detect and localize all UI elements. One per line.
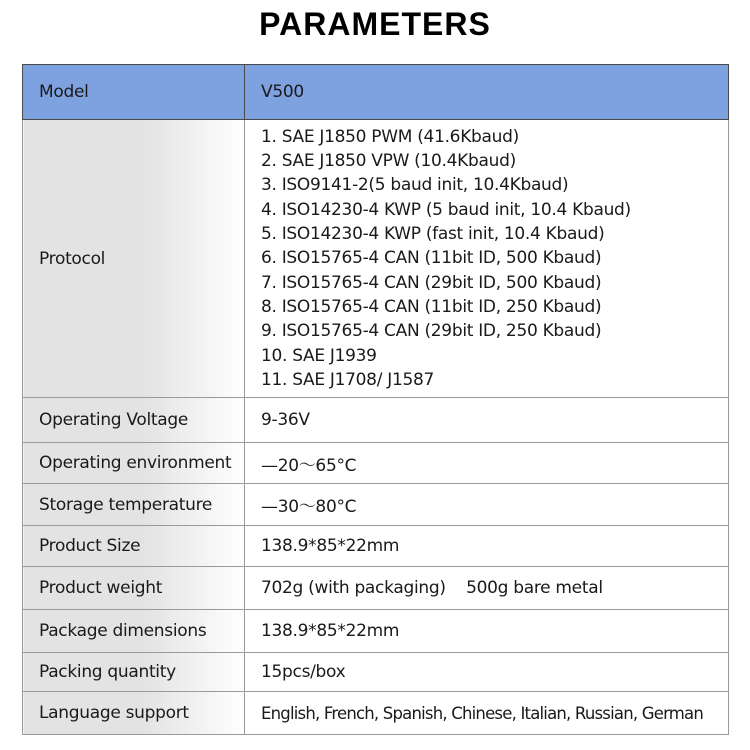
table-row: [23, 567, 729, 610]
protocol-item: 10. SAE J1939: [261, 345, 377, 366]
language-support-label: Language support: [23, 692, 245, 735]
operating-environment-label: Operating environment: [23, 443, 245, 484]
language-support-value: English, French, Spanish, Chinese, Italian, Russian, German: [245, 692, 729, 735]
protocol-value: [245, 120, 729, 398]
table-row: [23, 484, 729, 526]
protocol-item: 6. ISO15765-4 CAN (11bit ID, 500 Kbaud): [261, 248, 602, 269]
protocol-item: 3. ISO9141-2(5 baud init, 10.4Kbaud): [261, 175, 569, 196]
protocol-item: 4. ISO14230-4 KWP (5 baud init, 10.4 Kbaud): [261, 199, 631, 220]
protocol-item: 8. ISO15765-4 CAN (11bit ID, 250 Kbaud): [261, 296, 602, 317]
storage-temperature-label: Storage temperature: [23, 484, 245, 526]
packing-quantity-label: Packing quantity: [23, 653, 245, 692]
table-header-row: [23, 65, 729, 120]
protocol-item: 5. ISO14230-4 KWP (fast init, 10.4 Kbaud): [261, 224, 605, 245]
protocol-list: [261, 125, 728, 392]
table-row: [23, 398, 729, 443]
protocol-item: 11. SAE J1708/ J1587: [261, 369, 435, 390]
package-dimensions-label: Package dimensions: [23, 610, 245, 653]
protocol-row: [23, 120, 729, 398]
package-dimensions-value: 138.9*85*22mm: [245, 610, 729, 653]
protocol-label: Protocol: [23, 120, 245, 398]
table-row: [23, 692, 729, 735]
table-row: [23, 443, 729, 484]
protocol-item: 1. SAE J1850 PWM (41.6Kbaud): [261, 126, 519, 147]
operating-voltage-label: Operating Voltage: [23, 398, 245, 443]
operating-environment-value: —20〜65°C: [245, 443, 729, 484]
operating-voltage-value: 9-36V: [245, 398, 729, 443]
packing-quantity-value: 15pcs/box: [245, 653, 729, 692]
table-row: [23, 610, 729, 653]
storage-temperature-value: —30〜80°C: [245, 484, 729, 526]
model-value: V500: [245, 65, 729, 120]
model-label: Model: [23, 65, 245, 120]
page-title: PARAMETERS: [259, 6, 491, 42]
protocol-item: 9. ISO15765-4 CAN (29bit ID, 250 Kbaud): [261, 321, 602, 342]
table-row: [23, 526, 729, 567]
protocol-item: 7. ISO15765-4 CAN (29bit ID, 500 Kbaud): [261, 272, 602, 293]
product-weight-value: 702g (with packaging) 500g bare metal: [245, 567, 729, 610]
protocol-item: 2. SAE J1850 VPW (10.4Kbaud): [261, 151, 516, 172]
product-size-label: Product Size: [23, 526, 245, 567]
product-size-value: 138.9*85*22mm: [245, 526, 729, 567]
parameters-table: [22, 64, 729, 735]
product-weight-label: Product weight: [23, 567, 245, 610]
table-row: [23, 653, 729, 692]
